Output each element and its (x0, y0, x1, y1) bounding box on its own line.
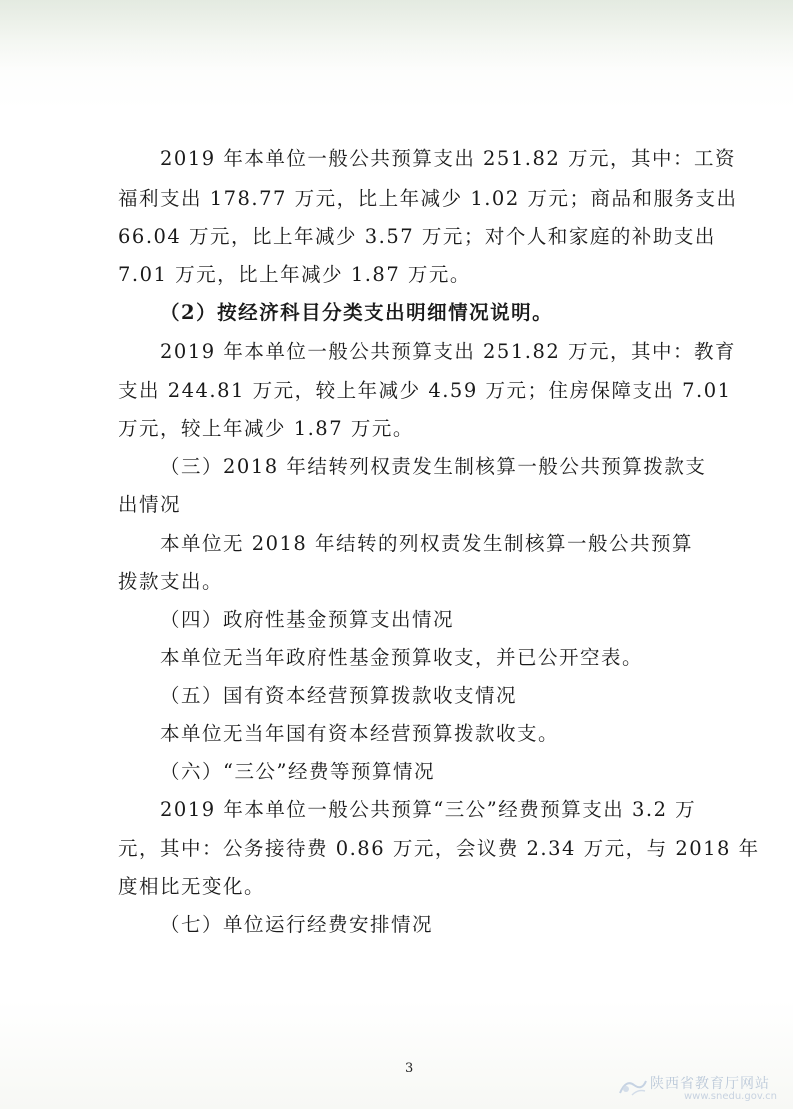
section-heading: （六）“三公”经费等预算情况 (160, 760, 435, 783)
scan-shading (0, 0, 793, 70)
paragraph-line: 福利支出 178.77 万元，比上年减少 1.02 万元；商品和服务支出 (118, 187, 738, 210)
section-heading: （五）国有资本经营预算拨款收支情况 (160, 684, 518, 707)
section-heading: （2）按经济科目分类支出明细情况说明。 (160, 301, 554, 324)
paragraph-line: 66.04 万元，比上年减少 3.57 万元；对个人和家庭的补助支出 (118, 225, 716, 248)
section-heading: （四）政府性基金预算支出情况 (160, 608, 455, 631)
section-heading: （七）单位运行经费安排情况 (160, 913, 434, 936)
paragraph-line: 支出 244.81 万元，较上年减少 4.59 万元；住房保障支出 7.01 (118, 379, 732, 402)
paragraph-line: 本单位无当年政府性基金预算收支，并已公开空表。 (160, 646, 644, 669)
site-watermark (618, 1073, 788, 1107)
paragraph-line: 2019 年本单位一般公共预算“三公”经费预算支出 3.2 万 (160, 798, 697, 821)
paragraph-line: 万元，较上年减少 1.87 万元。 (118, 417, 414, 440)
watermark-url: www.snedu.gov.cn (684, 1091, 777, 1102)
watermark-logo-icon (618, 1075, 648, 1097)
paragraph-line: 拨款支出。 (118, 570, 224, 593)
section-heading: （三）2018 年结转列权责发生制核算一般公共预算拨款支 (160, 455, 707, 478)
section-heading: 出情况 (118, 493, 182, 516)
paragraph-line: 度相比无变化。 (118, 875, 266, 898)
page-number: 3 (405, 1061, 414, 1076)
paragraph-line: 2019 年本单位一般公共预算支出 251.82 万元，其中：工资 (160, 147, 736, 170)
paragraph-line: 2019 年本单位一般公共预算支出 251.82 万元，其中：教育 (160, 340, 736, 363)
paragraph-line: 本单位无当年国有资本经营预算拨款收支。 (160, 722, 560, 745)
watermark-text: 陕西省教育厅网站 (650, 1076, 770, 1092)
paragraph-line: 本单位无 2018 年结转的列权责发生制核算一般公共预算 (160, 532, 694, 555)
paragraph-line: 元，其中：公务接待费 0.86 万元，会议费 2.34 万元，与 2018 年 (118, 837, 760, 860)
paragraph-line: 7.01 万元，比上年减少 1.87 万元。 (118, 263, 471, 286)
